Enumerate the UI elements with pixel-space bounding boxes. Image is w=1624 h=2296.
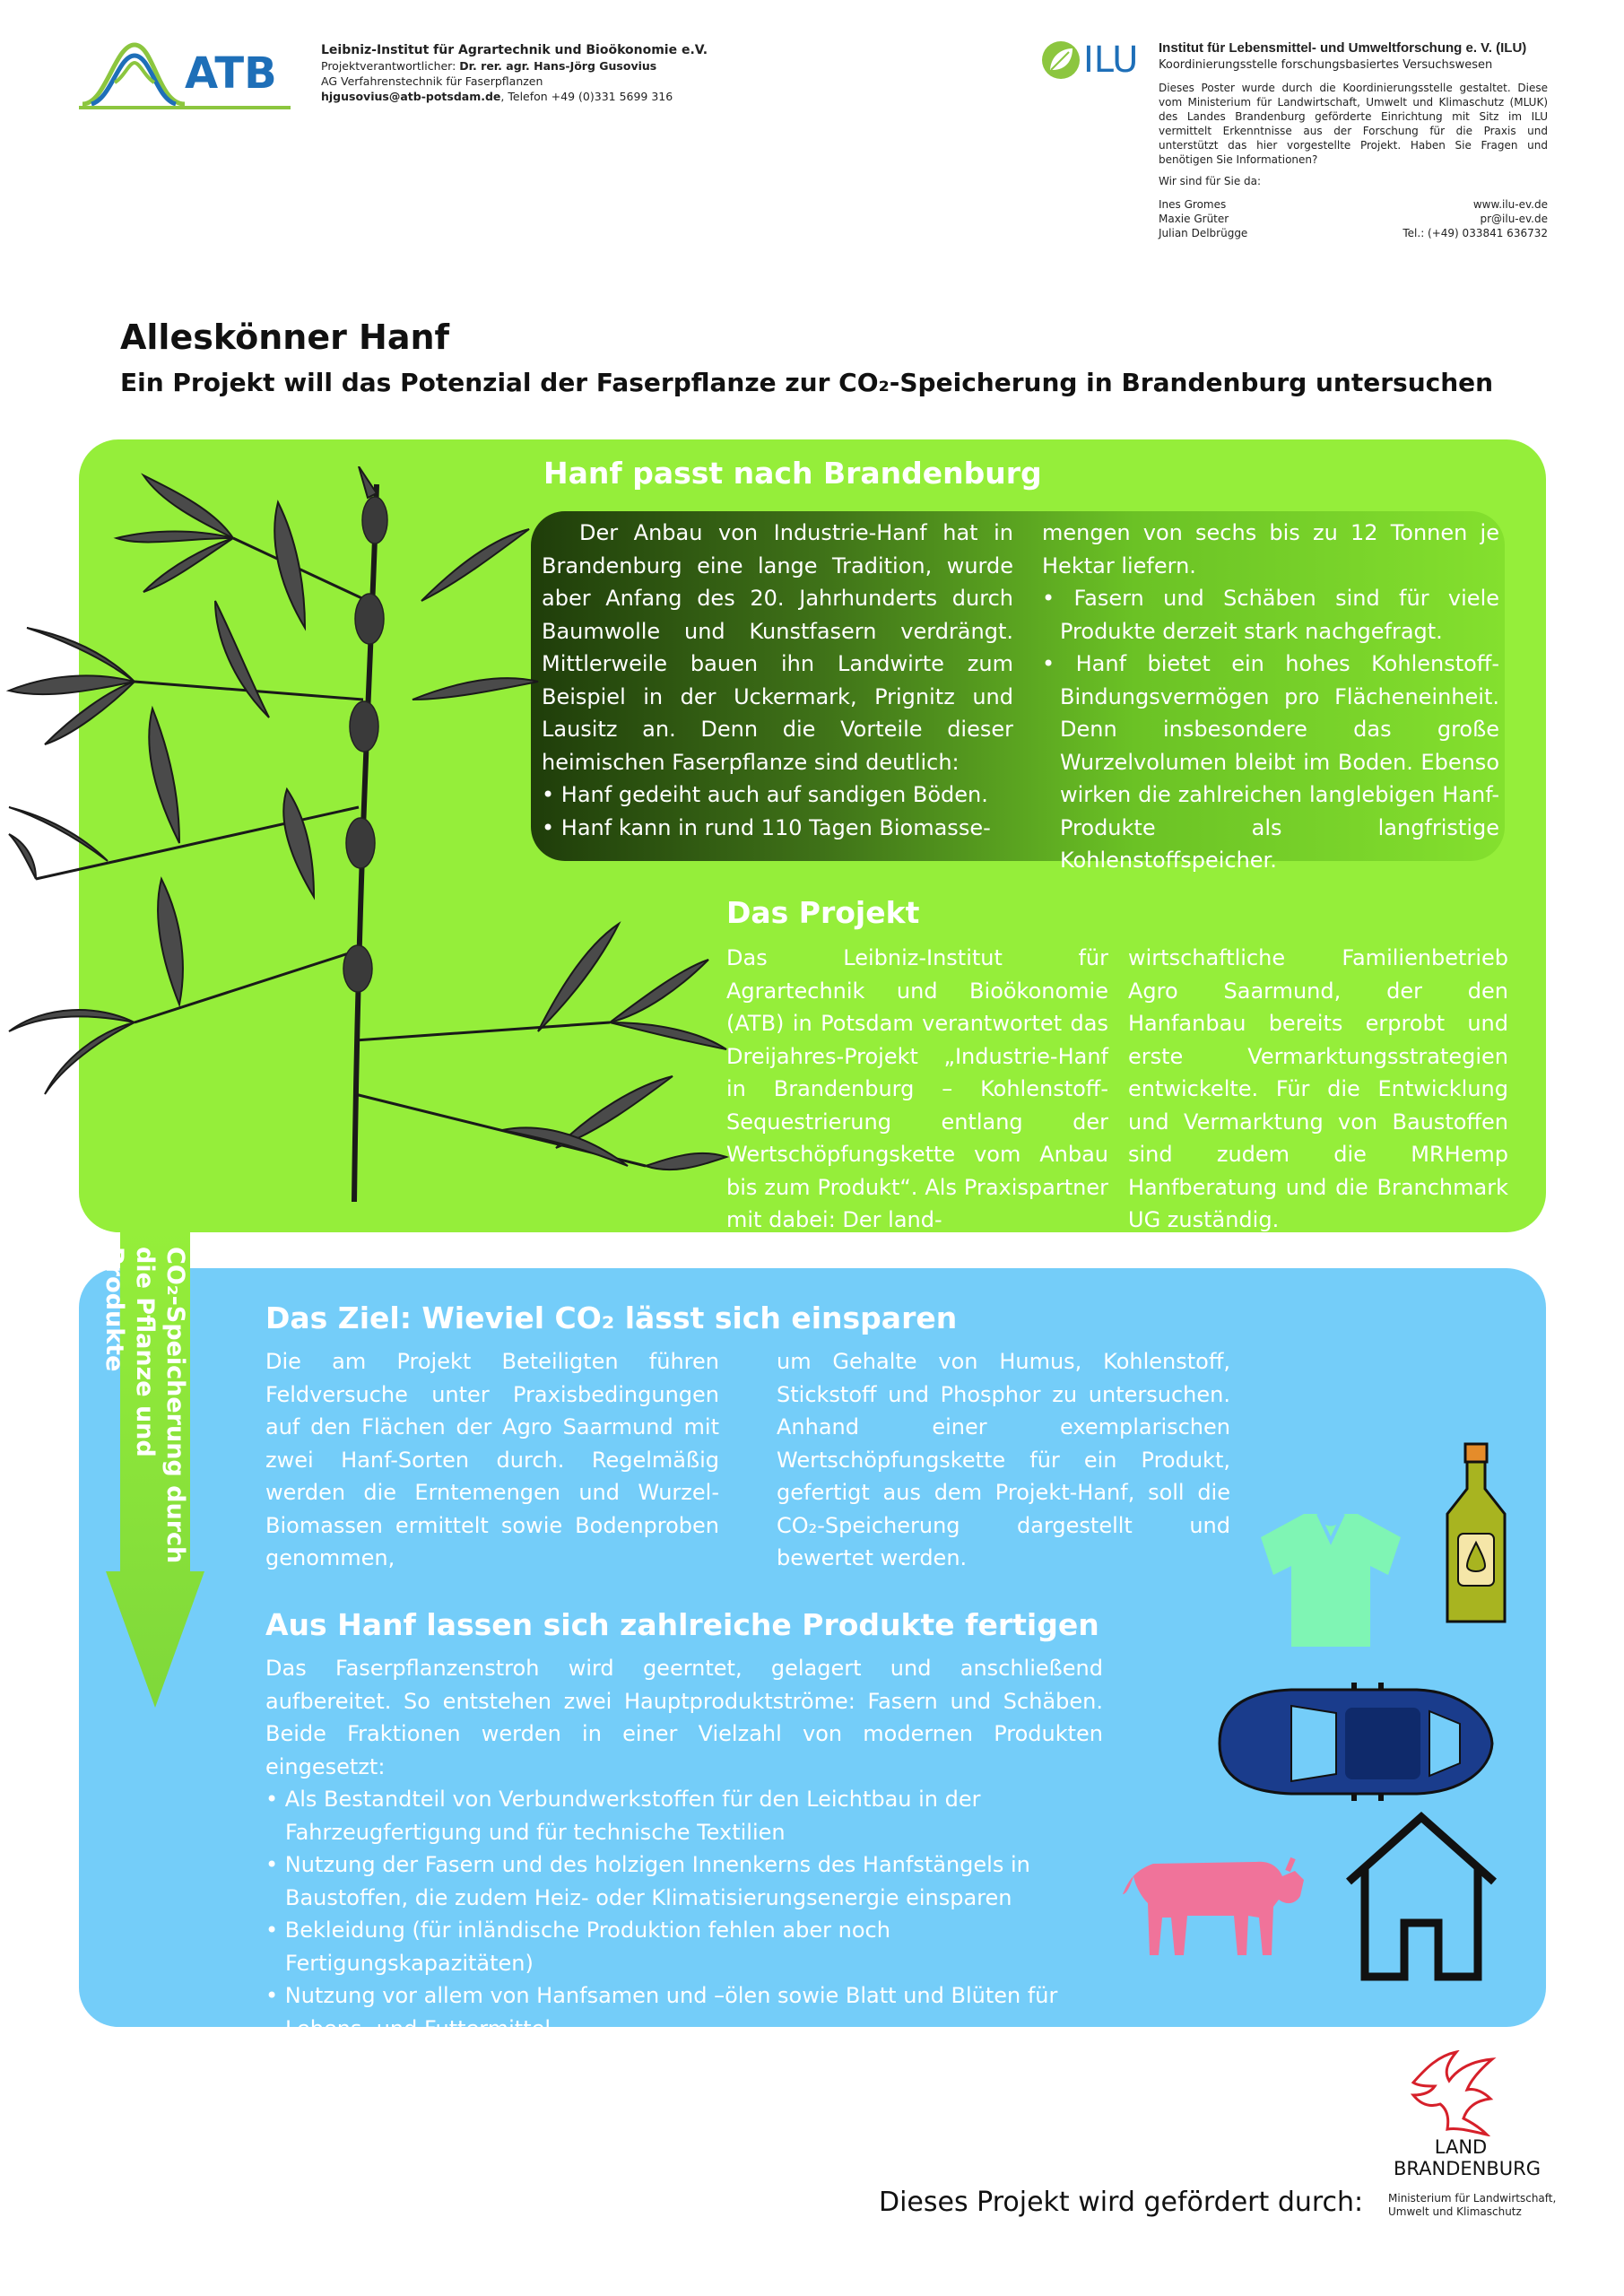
projekt-column-1: Das Leibniz-Institut für Agrartechnik und Bioökonomie (ATB) in Potsdam verantwortet das Dreijahres-Projekt „Industrie-Hanf in Brandenburg – Kohlenstoff-Sequestrierung entlang der Wertschöpfungskette vom Anbau bis zum Produkt“. Als Praxispartner mit dabei: Der land-	[726, 945, 1108, 1232]
page-title: Alleskönner Hanf	[120, 317, 450, 357]
brandenburg-intro: Der Anbau von Industrie-Hanf hat in Brandenburg eine lange Tradition, wurde aber Anfang des 20. Jahrhunderts durch Baumwolle und Kunstfasern verdrängt. Mittlerweile bauen ihn Landwirte zum Beispiel in der Uckermark, Prignitz und Lausitz an. Denn die Vorteile dieser heimischen Faserpflanze sind deutlich:	[542, 520, 1013, 775]
leaf-icon	[1038, 38, 1083, 83]
list-item: • Nutzung der Fasern und des holzigen Innenkerns des Hanfstängels in Baustoffen, die zudem Heiz- oder Klimatisierungsenergie einsparen	[265, 1848, 1103, 1914]
list-item: • Hanf kann in rund 110 Tagen Biomasse-	[542, 814, 991, 840]
projekt-column-2: wirtschaftliche Familienbetrieb Agro Saarmund, der den Hanfanbau bereits erprobt und erste Vermarktungsstrategien entwickelte. Für die Entwicklung und Vermarktung von Baustoffen sind zudem die MRHemp Hanfberatung und die Branchmark UG zuständig.	[1128, 945, 1508, 1232]
list-item: • Hanf bietet ein hohes Kohlenstoff-Bindungsvermögen pro Flächeneinheit. Denn insbesondere das große Wurzelvolumen bleibt im Boden. Ebenso wirken die zahlreichen langlebigen Hanf-Produkte als langfristige Kohlenstoffspeicher.	[1042, 651, 1500, 873]
contact-row: Maxie Grüter pr@ilu-ev.de	[1159, 213, 1548, 225]
page-subtitle: Ein Projekt will das Potenzial der Faserpflanze zur CO₂-Speicherung in Brandenburg untersuchen	[120, 368, 1494, 397]
car-icon	[1211, 1681, 1499, 1801]
oil-bottle-icon	[1444, 1442, 1508, 1625]
ilu-contact-block	[1159, 39, 1548, 240]
atb-email-phone: hjgusovius@atb-potsdam.de, Telefon +49 (0)331 5699 316	[321, 90, 673, 103]
cow-icon	[1121, 1840, 1307, 1957]
section-heading-brandenburg: Hanf passt nach Brandenburg	[543, 456, 1042, 491]
ilu-contact-intro: Wir sind für Sie da:	[1159, 175, 1262, 187]
ilu-name: Institut für Lebensmittel- und Umweltforschung e. V. (ILU)	[1159, 40, 1527, 56]
atb-responsible: Projektverantwortlicher: Dr. rer. agr. Hans-Jörg Gusovius	[321, 59, 657, 73]
eagle-icon	[1408, 2050, 1507, 2136]
ilu-subtitle: Koordinierungsstelle forschungsbasiertes Versuchswesen	[1159, 58, 1493, 72]
contact-row: Ines Gromes www.ilu-ev.de	[1159, 198, 1548, 211]
produkte-list	[265, 1783, 1103, 2045]
ilu-logo	[1038, 38, 1164, 88]
ziel-column-2: um Gehalte von Humus, Kohlenstoff, Stickstoff und Phosphor zu untersuchen. Anhand einer exemplarischen Wertschöpfungskette für ein Produkt, gefertigt aus dem Projekt-Hanf, soll die CO₂-Speicherung dargestellt und bewertet werden.	[777, 1349, 1230, 1570]
list-item: • Hanf gedeiht auch auf sandigen Böden.	[542, 782, 988, 807]
atb-logo	[79, 36, 294, 117]
ilu-phone: Tel.: (+49) 033841 636732	[1403, 227, 1548, 239]
list-item: • Nutzung vor allem von Hanfsamen und –ölen sowie Blatt und Blüten für Lebens- und Futtermittel	[265, 1979, 1103, 2045]
brandenburg-column-1	[542, 517, 1013, 844]
brandenburg-column-2	[1042, 517, 1499, 877]
shirt-icon	[1259, 1510, 1403, 1650]
section-heading-projekt: Das Projekt	[726, 895, 920, 930]
funding-note: Dieses Projekt wird gefördert durch:	[879, 2187, 1364, 2218]
section-heading-ziel: Das Ziel: Wieviel CO₂ lässt sich einsparen	[265, 1300, 958, 1335]
atb-email[interactable]: hjgusovius@atb-potsdam.de	[321, 90, 501, 103]
produkte-text	[265, 1652, 1103, 2045]
house-icon	[1342, 1812, 1501, 1982]
ilu-email-link[interactable]: pr@ilu-ev.de	[1480, 213, 1548, 225]
atb-name: Leibniz-Institut für Agrartechnik und Bioökonomie e.V.	[321, 43, 708, 57]
produkte-intro: Das Faserpflanzenstroh wird geerntet, gelagert und anschließend aufbereitet. So entstehen zwei Hauptproduktströme: Fasern und Schäben. Beide Fraktionen werden in einer Vielzahl von modernen Produkten eingesetzt:	[265, 1656, 1103, 1779]
contact-row: Julian Delbrügge Tel.: (+49) 033841 636732	[1159, 227, 1548, 239]
brandenburg-continuation: mengen von sechs bis zu 12 Tonnen je Hektar liefern.	[1042, 520, 1499, 578]
atb-group: AG Verfahrenstechnik für Faserpflanzen	[321, 74, 543, 88]
ilu-logo-text: ILU	[1083, 39, 1139, 81]
brandenburg-wordmark: LAND BRANDENBURG	[1394, 2136, 1541, 2179]
section-heading-produkte: Aus Hanf lassen sich zahlreiche Produkte fertigen	[265, 1607, 1099, 1642]
ilu-website-link[interactable]: www.ilu-ev.de	[1472, 198, 1548, 211]
atb-contact-block	[321, 43, 743, 104]
arrow-label: CO₂-Speicherung durch die Pflanze und Produkte	[100, 1247, 189, 1564]
ziel-column-1: Die am Projekt Beteiligten führen Feldversuche unter Praxisbedingungen auf den Flächen der Agro Saarmund mit zwei Hanf-Sorten durch. Regelmäßig werden die Erntemengen und Wurzel-Biomassen ermittelt sowie Bodenproben genommen,	[265, 1349, 719, 1570]
ilu-description: Dieses Poster wurde durch die Koordinierungsstelle gestaltet. Diese vom Ministerium für Landwirtschaft, Umwelt und Klimaschutz (MLUK) des Landes Brandenburg geförderte Einrichtung mit Sitz im ILU vermittelt Erkenntnisse aus der Forschung für die Praxis und unterstützt das hier vorgestellte Projekt. Haben Sie Fragen und benötigen Sie Informationen?	[1159, 82, 1548, 166]
list-item: • Fasern und Schäben sind für viele Produkte derzeit stark nachgefragt.	[1042, 586, 1499, 644]
list-item: • Bekleidung (für inländische Produktion fehlen aber noch Fertigungskapazitäten)	[265, 1914, 1103, 1979]
list-item: • Als Bestandteil von Verbundwerkstoffen für den Leichtbau in der Fahrzeugfertigung und für technische Textilien	[265, 1783, 1103, 1848]
atb-logo-text: ATB	[185, 48, 277, 99]
ministry-name: Ministerium für Landwirtschaft, Umwelt und Klimaschutz	[1388, 2192, 1557, 2218]
